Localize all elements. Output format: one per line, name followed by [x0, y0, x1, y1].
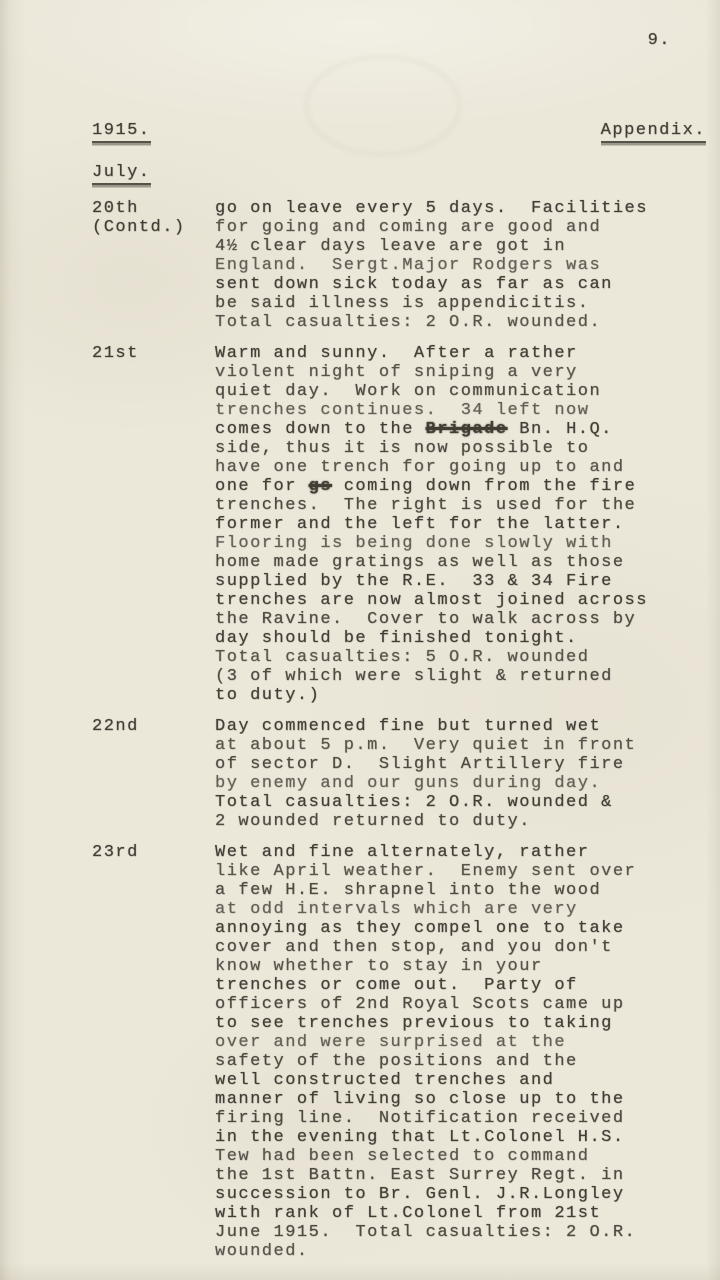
entry-date [92, 717, 215, 736]
entry-line: trenches continues. 34 left now [215, 401, 590, 420]
diary-entry [92, 344, 720, 705]
entry-text [215, 717, 720, 831]
entry-line: of sector D. Slight Artillery fire [215, 755, 625, 774]
entry-line: Wet and fine alternately, rather [215, 843, 590, 862]
entry-line: Tew had been selected to command [215, 1147, 590, 1166]
entry-line: comes down to the Brigade Bn. H.Q. [215, 420, 613, 439]
entry-line: safety of the positions and the [215, 1052, 578, 1071]
entry-line: firing line. Notification received [215, 1109, 625, 1128]
diary-entries [92, 199, 720, 1273]
entry-line: violent night of sniping a very [215, 363, 578, 382]
entry-line: Flooring is being done slowly with [215, 534, 613, 553]
entry-line: go on leave every 5 days. Facilities [215, 199, 648, 218]
entry-line: cover and then stop, and you don't [215, 938, 613, 957]
year-heading: 1915. [92, 121, 151, 143]
entry-line: at about 5 p.m. Very quiet in front [215, 736, 637, 755]
entry-line: trenches are now almost joined across [215, 591, 648, 610]
entry-text [215, 344, 720, 705]
entry-line: 2 wounded returned to duty. [215, 812, 531, 831]
entry-line: supplied by the R.E. 33 & 34 Fire [215, 572, 613, 591]
entry-line: trenches. The right is used for the [215, 496, 637, 515]
page-number: 9. [647, 31, 671, 50]
entry-line: succession to Br. Genl. J.R.Longley [215, 1185, 625, 1204]
entry-date [92, 344, 215, 363]
entry-line: at odd intervals which are very [215, 900, 578, 919]
entry-line: be said illness is appendicitis. [215, 294, 590, 313]
entry-line: 4½ clear days leave are got in [215, 237, 567, 256]
entry-line: with rank of Lt.Colonel from 21st [215, 1204, 602, 1223]
entry-line: Day commenced fine but turned wet [215, 717, 602, 736]
entry-text [215, 199, 720, 332]
entry-line: former and the left for the latter. [215, 515, 625, 534]
entry-line: have one trench for going up to and [215, 458, 625, 477]
entry-date-line: 22nd [92, 717, 139, 736]
diary-entry [92, 843, 720, 1261]
entry-line: England. Sergt.Major Rodgers was [215, 256, 602, 275]
diary-entry [92, 199, 720, 332]
entry-line: side, thus it is now possible to [215, 439, 590, 458]
appendix-heading: Appendix. [601, 121, 706, 143]
entry-line: know whether to stay in your [215, 957, 543, 976]
entry-line: for going and coming are good and [215, 218, 602, 237]
entry-line: in the evening that Lt.Colonel H.S. [215, 1128, 625, 1147]
entry-line: Total casualties: 2 O.R. wounded. [215, 313, 602, 332]
entry-line: over and were surprised at the [215, 1033, 567, 1052]
entry-line: (3 of which were slight & returned [215, 667, 613, 686]
entry-line: a few H.E. shrapnel into the wood [215, 881, 602, 900]
entry-line: annoying as they compel one to take [215, 919, 625, 938]
entry-line: to duty.) [215, 686, 321, 705]
entry-date [92, 199, 215, 237]
entry-line: home made gratings as well as those [215, 553, 625, 572]
entry-line: the Ravine. Cover to walk across by [215, 610, 637, 629]
struck-text: Brigade [425, 420, 508, 439]
entry-line: well constructed trenches and [215, 1071, 555, 1090]
entry-line: June 1915. Total casualties: 2 O.R. [215, 1223, 637, 1242]
entry-line: day should be finished tonight. [215, 629, 578, 648]
entry-date-line: 23rd [92, 843, 139, 862]
entry-line: by enemy and our guns during day. [215, 774, 602, 793]
entry-line: manner of living so close up to the [215, 1090, 625, 1109]
entry-text [215, 843, 720, 1261]
entry-line: sent down sick today as far as can [215, 275, 613, 294]
struck-text: gs [308, 477, 333, 496]
month-heading-wrap [92, 163, 151, 185]
entry-line: the 1st Battn. East Surrey Regt. in [215, 1166, 625, 1185]
entry-line: wounded. [215, 1242, 309, 1261]
header-row [92, 121, 706, 143]
diary-entry [92, 717, 720, 831]
month-heading: July. [92, 163, 151, 185]
entry-line: to see trenches previous to taking [215, 1014, 613, 1033]
entry-line: Total casualties: 5 O.R. wounded [215, 648, 590, 667]
entry-date-line: 20th [92, 199, 139, 218]
entry-line: Total casualties: 2 O.R. wounded & [215, 793, 613, 812]
entry-line: like April weather. Enemy sent over [215, 862, 637, 881]
entry-date [92, 843, 215, 862]
entry-date-line: 21st [92, 344, 139, 363]
entry-line: one for gs coming down from the fire [215, 477, 637, 496]
entry-line: officers of 2nd Royal Scots came up [215, 995, 625, 1014]
entry-date-line: (Contd.) [92, 218, 186, 237]
entry-line: Warm and sunny. After a rather [215, 344, 578, 363]
entry-line: trenches or come out. Party of [215, 976, 578, 995]
entry-line: quiet day. Work on communication [215, 382, 602, 401]
